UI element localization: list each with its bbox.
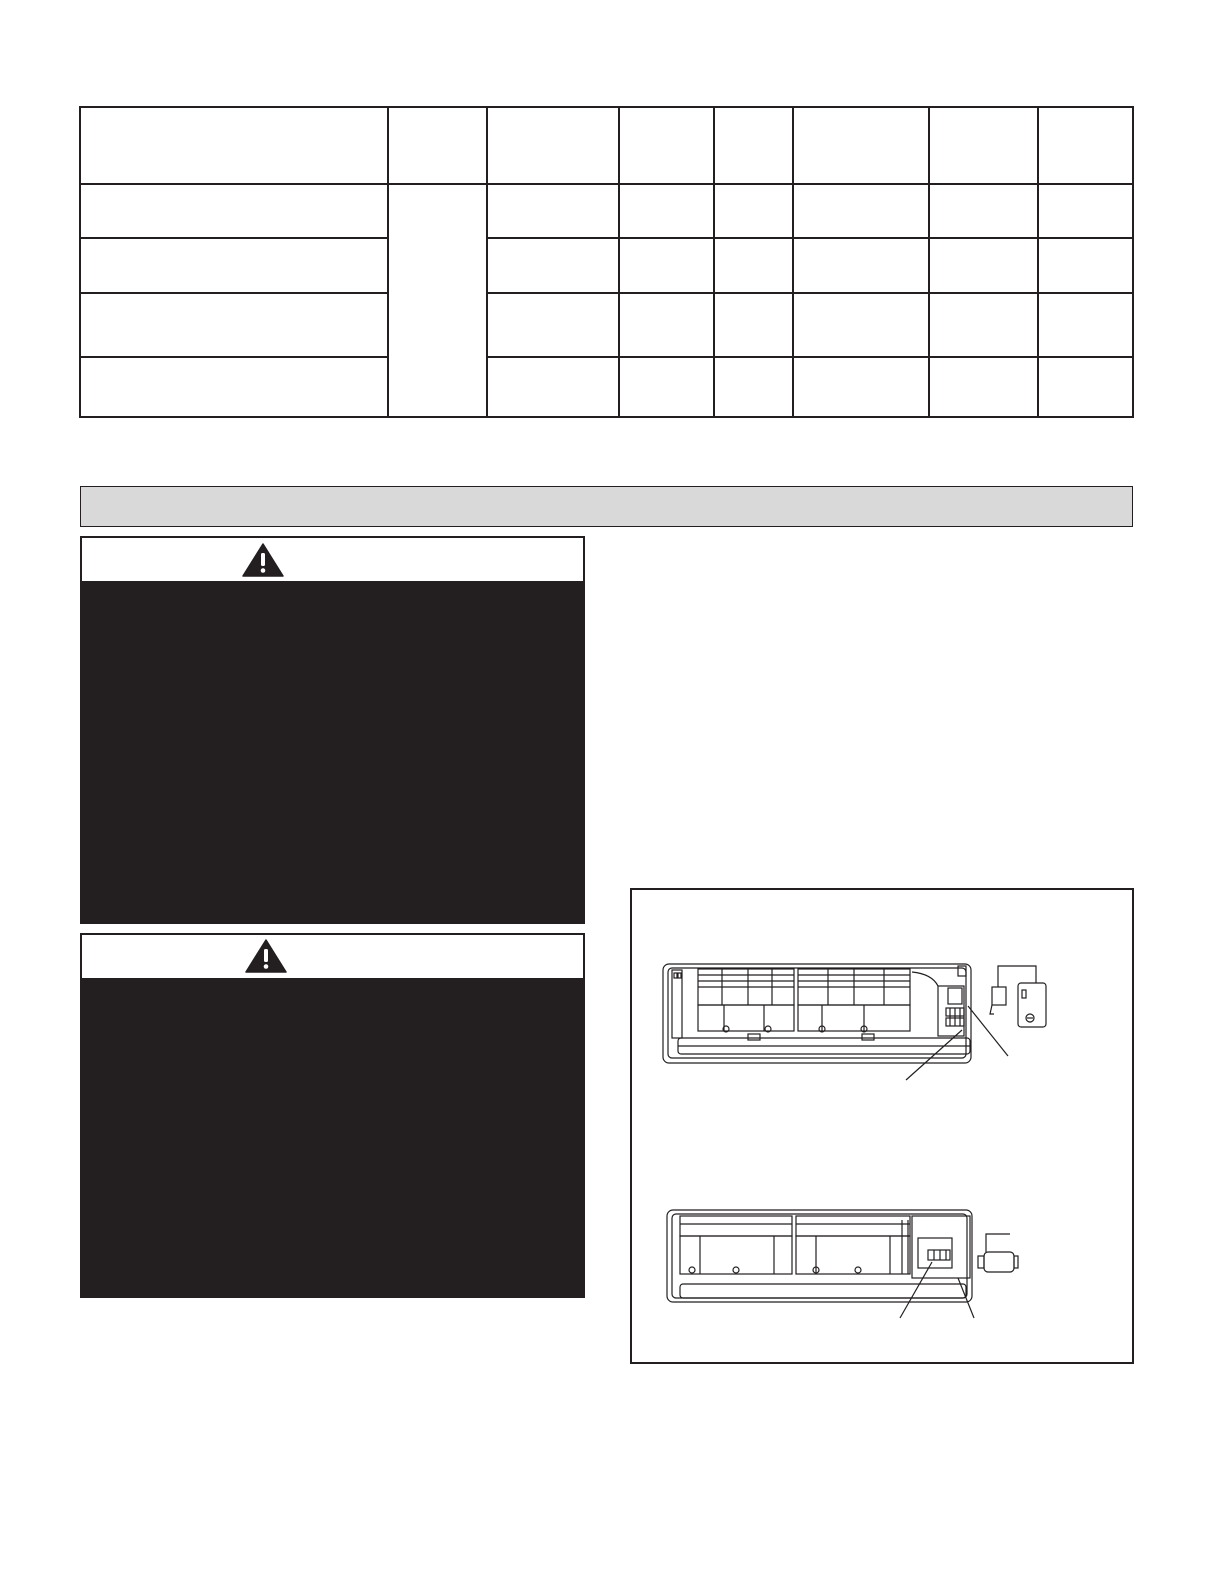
- header-cell: [714, 107, 793, 184]
- table-cell: [793, 357, 929, 417]
- indoor-unit-top: [663, 964, 1046, 1080]
- header-cell: [619, 107, 714, 184]
- warning-header: [82, 538, 583, 583]
- table-cell: [714, 357, 793, 417]
- header-cell: [487, 107, 619, 184]
- warning-header: [82, 935, 583, 980]
- table-header-row: [80, 107, 1133, 184]
- table-cell: [929, 357, 1038, 417]
- table-cell: [929, 293, 1038, 357]
- warning-triangle-icon: [242, 543, 284, 577]
- header-cell: [793, 107, 929, 184]
- indoor-unit-drawings: [632, 890, 1132, 1362]
- table-cell: [929, 238, 1038, 292]
- table-cell: [714, 184, 793, 238]
- warning-body: [82, 583, 583, 920]
- table-cell: [619, 357, 714, 417]
- table-cell: [793, 184, 929, 238]
- table-cell: [80, 357, 388, 417]
- table-row: [80, 357, 1133, 417]
- table-cell: [619, 293, 714, 357]
- table-cell: [80, 293, 388, 357]
- table-cell: [487, 238, 619, 292]
- warning-body: [82, 980, 583, 1294]
- table-cell: [793, 238, 929, 292]
- table-cell: [793, 293, 929, 357]
- table-cell: [714, 293, 793, 357]
- header-cell: [388, 107, 487, 184]
- figure-indoor-units: [630, 888, 1134, 1364]
- table-cell: [487, 184, 619, 238]
- merged-cell: [388, 184, 487, 417]
- indoor-unit-bottom: [667, 1210, 1018, 1318]
- table-cell: [487, 293, 619, 357]
- warning-triangle-icon: [245, 939, 287, 973]
- table-row: [80, 184, 1133, 238]
- section-heading-bar: [80, 486, 1133, 527]
- warning-box-1: [80, 536, 585, 924]
- warning-box-2: [80, 933, 585, 1298]
- table-cell: [619, 238, 714, 292]
- header-cell: [1038, 107, 1133, 184]
- table-cell: [1038, 293, 1133, 357]
- table-cell: [929, 184, 1038, 238]
- table-cell: [1038, 184, 1133, 238]
- table-cell: [619, 184, 714, 238]
- table-row: [80, 293, 1133, 357]
- header-cell: [80, 107, 388, 184]
- table-row: [80, 238, 1133, 292]
- table-cell: [714, 238, 793, 292]
- table-cell: [1038, 357, 1133, 417]
- table-cell: [487, 357, 619, 417]
- table-cell: [80, 184, 388, 238]
- table-cell: [80, 238, 388, 292]
- spec-table: [79, 106, 1134, 418]
- header-cell: [929, 107, 1038, 184]
- table-cell: [1038, 238, 1133, 292]
